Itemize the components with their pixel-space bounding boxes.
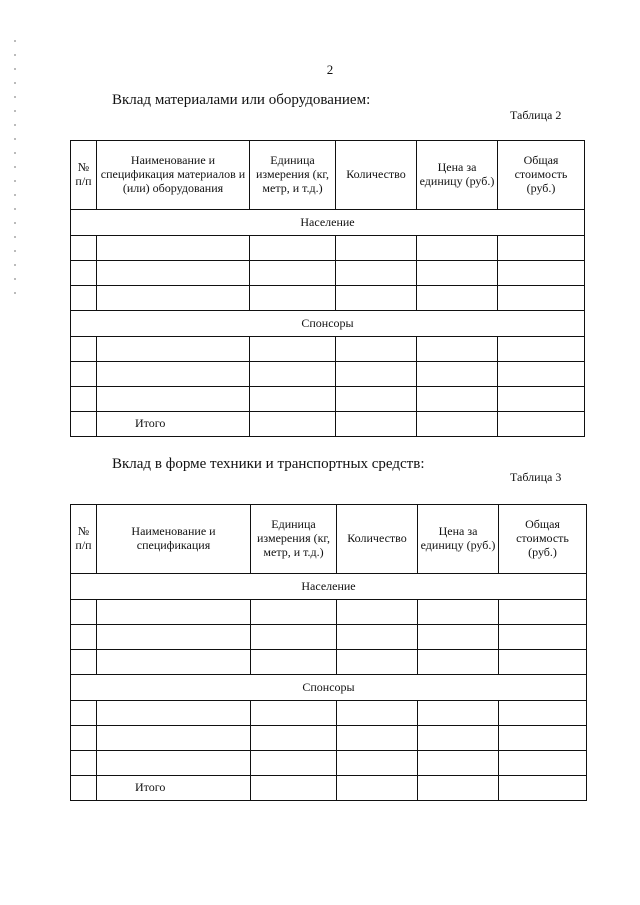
table-row bbox=[71, 650, 587, 675]
cell bbox=[97, 362, 250, 387]
table-row bbox=[71, 286, 585, 311]
header-unit: Единица измерения (кг, метр, и т.д.) bbox=[250, 141, 336, 210]
table-vehicles bbox=[70, 504, 587, 801]
cell bbox=[336, 286, 417, 311]
cell bbox=[71, 726, 97, 751]
cell bbox=[251, 625, 337, 650]
cell bbox=[499, 726, 587, 751]
table-header-row bbox=[71, 505, 587, 574]
cell bbox=[97, 726, 251, 751]
cell bbox=[418, 701, 499, 726]
cell bbox=[71, 650, 97, 675]
cell bbox=[417, 286, 498, 311]
table-row bbox=[71, 726, 587, 751]
cell bbox=[251, 726, 337, 751]
cell bbox=[499, 701, 587, 726]
cell bbox=[499, 600, 587, 625]
header-name: Наименование и спецификация материалов и (или) оборудования bbox=[97, 141, 250, 210]
cell bbox=[337, 600, 418, 625]
cell bbox=[336, 362, 417, 387]
cell bbox=[97, 337, 250, 362]
cell bbox=[97, 261, 250, 286]
cell bbox=[336, 337, 417, 362]
cell bbox=[418, 726, 499, 751]
cell bbox=[250, 412, 336, 437]
cell bbox=[71, 236, 97, 261]
table-row bbox=[71, 625, 587, 650]
cell bbox=[97, 701, 251, 726]
group-label: Население bbox=[71, 574, 587, 600]
cell bbox=[251, 776, 337, 801]
cell bbox=[418, 776, 499, 801]
cell bbox=[250, 362, 336, 387]
total-row bbox=[71, 412, 585, 437]
cell bbox=[418, 650, 499, 675]
group-label: Спонсоры bbox=[71, 311, 585, 337]
header-quantity: Количество bbox=[337, 505, 418, 574]
cell bbox=[97, 625, 251, 650]
group-row-population bbox=[71, 210, 585, 236]
cell bbox=[97, 286, 250, 311]
cell bbox=[418, 600, 499, 625]
group-label: Население bbox=[71, 210, 585, 236]
cell bbox=[417, 236, 498, 261]
cell bbox=[71, 776, 97, 801]
cell bbox=[498, 387, 585, 412]
cell bbox=[417, 387, 498, 412]
cell bbox=[71, 387, 97, 412]
cell bbox=[418, 751, 499, 776]
table-header-row bbox=[71, 141, 585, 210]
cell bbox=[250, 236, 336, 261]
cell bbox=[417, 337, 498, 362]
group-label: Спонсоры bbox=[71, 675, 587, 701]
cell bbox=[498, 286, 585, 311]
cell bbox=[417, 412, 498, 437]
header-unit-price: Цена за единицу (руб.) bbox=[418, 505, 499, 574]
header-unit-price: Цена за единицу (руб.) bbox=[417, 141, 498, 210]
total-label: Итого bbox=[97, 776, 251, 801]
cell bbox=[251, 751, 337, 776]
group-row-population bbox=[71, 574, 587, 600]
total-row bbox=[71, 776, 587, 801]
cell bbox=[251, 701, 337, 726]
table-row bbox=[71, 600, 587, 625]
cell bbox=[336, 261, 417, 286]
cell bbox=[97, 236, 250, 261]
cell bbox=[250, 387, 336, 412]
cell bbox=[337, 701, 418, 726]
cell bbox=[250, 261, 336, 286]
cell bbox=[336, 412, 417, 437]
cell bbox=[337, 776, 418, 801]
header-total-cost: Общая стоимость (руб.) bbox=[498, 141, 585, 210]
cell bbox=[251, 650, 337, 675]
cell bbox=[336, 236, 417, 261]
cell bbox=[71, 337, 97, 362]
cell bbox=[417, 261, 498, 286]
cell bbox=[498, 412, 585, 437]
table-row bbox=[71, 337, 585, 362]
cell bbox=[337, 650, 418, 675]
table-row bbox=[71, 362, 585, 387]
cell bbox=[97, 600, 251, 625]
cell bbox=[71, 751, 97, 776]
group-row-sponsors bbox=[71, 675, 587, 701]
header-number: № п/п bbox=[71, 505, 97, 574]
cell bbox=[498, 337, 585, 362]
header-name: Наименование и спецификация bbox=[97, 505, 251, 574]
header-total-cost: Общая стоимость (руб.) bbox=[499, 505, 587, 574]
cell bbox=[71, 261, 97, 286]
cell bbox=[71, 286, 97, 311]
cell bbox=[418, 625, 499, 650]
cell bbox=[97, 751, 251, 776]
cell bbox=[71, 625, 97, 650]
page-number: 2 bbox=[326, 62, 334, 77]
cell bbox=[97, 387, 250, 412]
cell bbox=[417, 362, 498, 387]
cell bbox=[250, 337, 336, 362]
cell bbox=[498, 261, 585, 286]
section-heading-vehicles: Вклад в форме техники и транспортных средств: bbox=[112, 456, 425, 472]
table-row bbox=[71, 701, 587, 726]
table-row bbox=[71, 236, 585, 261]
cell bbox=[499, 625, 587, 650]
cell bbox=[250, 286, 336, 311]
cell bbox=[336, 387, 417, 412]
cell bbox=[499, 776, 587, 801]
header-number: № п/п bbox=[71, 141, 97, 210]
section-heading-materials: Вклад материалами или оборудованием: bbox=[112, 92, 371, 108]
group-row-sponsors bbox=[71, 311, 585, 337]
cell bbox=[71, 412, 97, 437]
header-unit: Единица измерения (кг, метр, и т.д.) bbox=[251, 505, 337, 574]
cell bbox=[71, 600, 97, 625]
cell bbox=[498, 236, 585, 261]
cell bbox=[337, 625, 418, 650]
header-quantity: Количество bbox=[336, 141, 417, 210]
cell bbox=[251, 600, 337, 625]
table-row bbox=[71, 261, 585, 286]
table-caption-2: Таблица 2 bbox=[510, 108, 562, 122]
table-row bbox=[71, 751, 587, 776]
total-label: Итого bbox=[97, 412, 250, 437]
cell bbox=[337, 726, 418, 751]
cell bbox=[71, 362, 97, 387]
table-row bbox=[71, 387, 585, 412]
cell bbox=[337, 751, 418, 776]
cell bbox=[498, 362, 585, 387]
table-materials bbox=[70, 140, 585, 437]
cell bbox=[71, 701, 97, 726]
cell bbox=[499, 650, 587, 675]
cell bbox=[499, 751, 587, 776]
table-caption-3: Таблица 3 bbox=[510, 470, 562, 484]
cell bbox=[97, 650, 251, 675]
margin-dots bbox=[14, 40, 16, 300]
